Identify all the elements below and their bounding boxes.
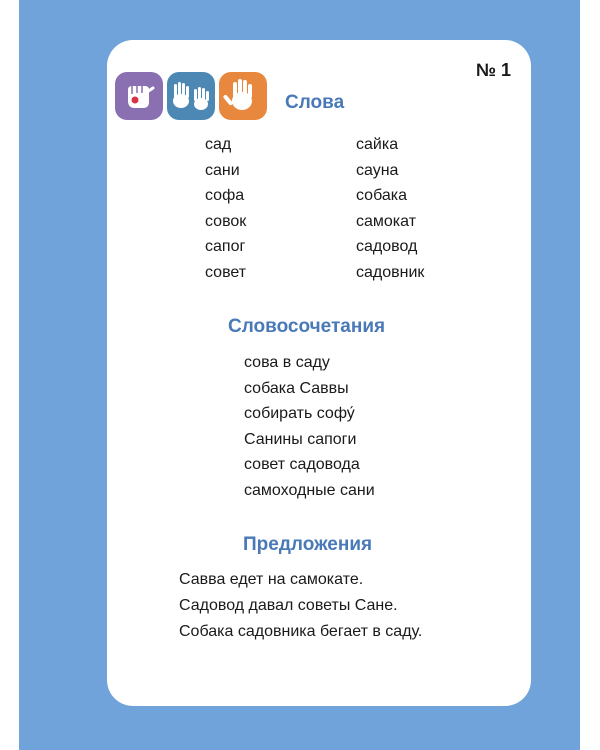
word-item: сайка [356, 136, 399, 153]
word-item: совет [205, 263, 247, 281]
phrase-item: собака Саввы [244, 379, 349, 397]
words-right-column [356, 132, 424, 285]
words-heading: Слова [285, 92, 345, 113]
word-item: совок [205, 212, 247, 230]
phrase-item: сова в саду [244, 354, 330, 371]
phrase-item: самоходные сани [244, 481, 375, 499]
two-hands-icon [167, 72, 215, 120]
word-item: сад [205, 136, 232, 153]
sentence-item: Собака садовника бегает в саду. [179, 623, 423, 640]
phrase-item: Санины сапоги [244, 430, 357, 448]
phrases-list [244, 350, 375, 503]
page-background [19, 0, 580, 750]
words-left-column [205, 132, 246, 285]
word-item: сауна [356, 161, 399, 179]
hand-icons-row [115, 72, 267, 120]
word-item: садовод [356, 238, 418, 255]
phrases-heading: Словосочетания [228, 316, 386, 337]
hand-fist-icon [115, 72, 163, 120]
word-item: софа [205, 187, 245, 204]
word-item: сани [205, 161, 240, 179]
open-hand-icon [219, 72, 267, 120]
word-item: собака [356, 187, 408, 204]
word-item: сапог [205, 238, 246, 255]
phrase-item: совет садовода [244, 456, 360, 473]
sentence-item: Савва едет на самокате. [179, 571, 364, 588]
exercise-card [107, 40, 531, 706]
phrase-item: собирать софу́ [244, 405, 355, 422]
card-number: № 1 [475, 60, 511, 80]
sentence-item: Садовод давал советы Сане. [179, 597, 398, 614]
word-item: садовник [356, 263, 425, 281]
sentences-heading: Предложения [243, 534, 373, 555]
word-item: самокат [356, 212, 417, 230]
sentences-list [179, 567, 422, 645]
